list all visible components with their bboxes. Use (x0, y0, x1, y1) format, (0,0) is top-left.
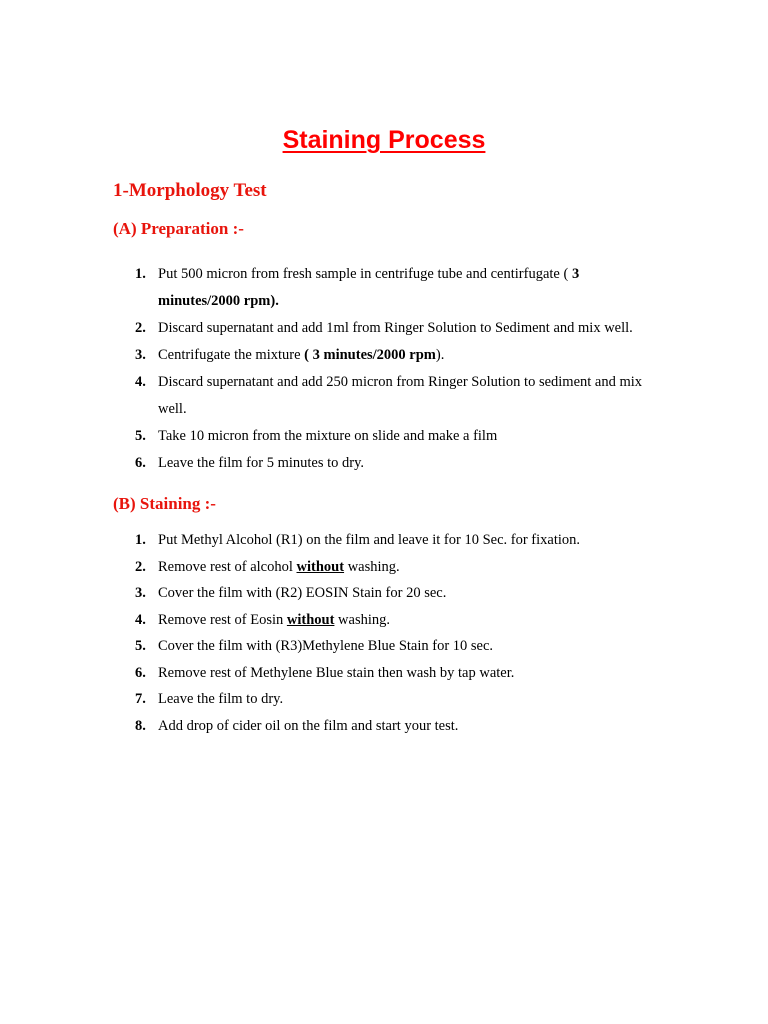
preparation-steps-list (0, 261, 658, 477)
list-item (0, 633, 658, 660)
list-item (0, 686, 658, 713)
list-item-text: Put 500 micron from fresh sample in centrifuge tube and centirfugate ( (158, 266, 572, 282)
section-heading: 1-Morphology Test (113, 180, 267, 201)
list-item-underlined-text: without (286, 611, 335, 628)
list-item-number: 2. (135, 320, 146, 336)
list-item-number: 5. (135, 428, 146, 444)
list-item-text-end: ). (435, 347, 445, 363)
list-item-text: Cover the film with (R2) EOSIN Stain for 20 sec. (158, 585, 447, 601)
list-item-number: 4. (135, 611, 146, 628)
list-item-text: Cover the film with (R3)Methylene Blue Stain for 10 sec. (158, 638, 494, 654)
list-item-text: Leave the film for 5 minutes to dry. (158, 455, 365, 471)
list-item-number: 5. (135, 638, 146, 654)
list-item-text: Discard supernatant and add 250 micron from Ringer Solution to sediment and mix well. (158, 374, 643, 417)
list-item-number: 3. (135, 347, 146, 363)
list-item-number: 7. (135, 691, 146, 707)
list-item-text: Take 10 micron from the mixture on slide and make a film (158, 428, 498, 444)
list-item-number: 3. (135, 585, 146, 601)
list-item (0, 660, 658, 687)
list-item-number: 1. (135, 266, 146, 282)
list-item-text: Remove rest of Methylene Blue stain then wash by tap water. (158, 664, 515, 681)
list-item-number: 8. (135, 717, 146, 734)
list-item-text: Remove rest of Eosin (158, 611, 287, 628)
list-item-bold-text: 3 minutes/2000 rpm). (158, 266, 580, 309)
list-item-text: Remove rest of alcohol (158, 558, 297, 575)
list-item-text: Add drop of cider oil on the film and start your test. (158, 717, 459, 734)
page-title (0, 126, 768, 155)
list-item-text-end: washing. (344, 558, 400, 575)
staining-heading: (B) Staining :- (113, 494, 216, 513)
list-item-number: 6. (135, 664, 146, 681)
list-item (0, 342, 658, 369)
list-item-number: 6. (135, 455, 146, 471)
list-item (0, 315, 658, 342)
list-item-bold-text: ( 3 minutes/2000 rpm (304, 347, 436, 363)
page-title-text: Staining Process (282, 126, 486, 154)
list-item-number: 4. (135, 374, 146, 390)
staining-steps-list (0, 527, 658, 739)
list-item-text: Put Methyl Alcohol (R1) on the film and leave it for 10 Sec. for fixation. (158, 532, 581, 548)
list-item (0, 580, 658, 607)
list-item (0, 527, 658, 554)
list-item-number: 2. (135, 558, 146, 575)
list-item (0, 450, 658, 477)
list-item (0, 423, 658, 450)
list-item-text: Discard supernatant and add 1ml from Ringer Solution to Sediment and mix well. (158, 320, 633, 336)
list-item (0, 369, 658, 423)
list-item (0, 607, 658, 634)
list-item-text-end: washing. (334, 611, 391, 628)
list-item-text: Leave the film to dry. (158, 691, 284, 707)
list-item (0, 554, 658, 581)
list-item (0, 261, 658, 315)
preparation-heading: (A) Preparation :- (113, 219, 244, 238)
list-item (0, 713, 658, 740)
list-item-number: 1. (135, 532, 146, 548)
list-item-underlined-text: without (296, 558, 345, 575)
list-item-text: Centrifugate the mixture (158, 347, 305, 363)
